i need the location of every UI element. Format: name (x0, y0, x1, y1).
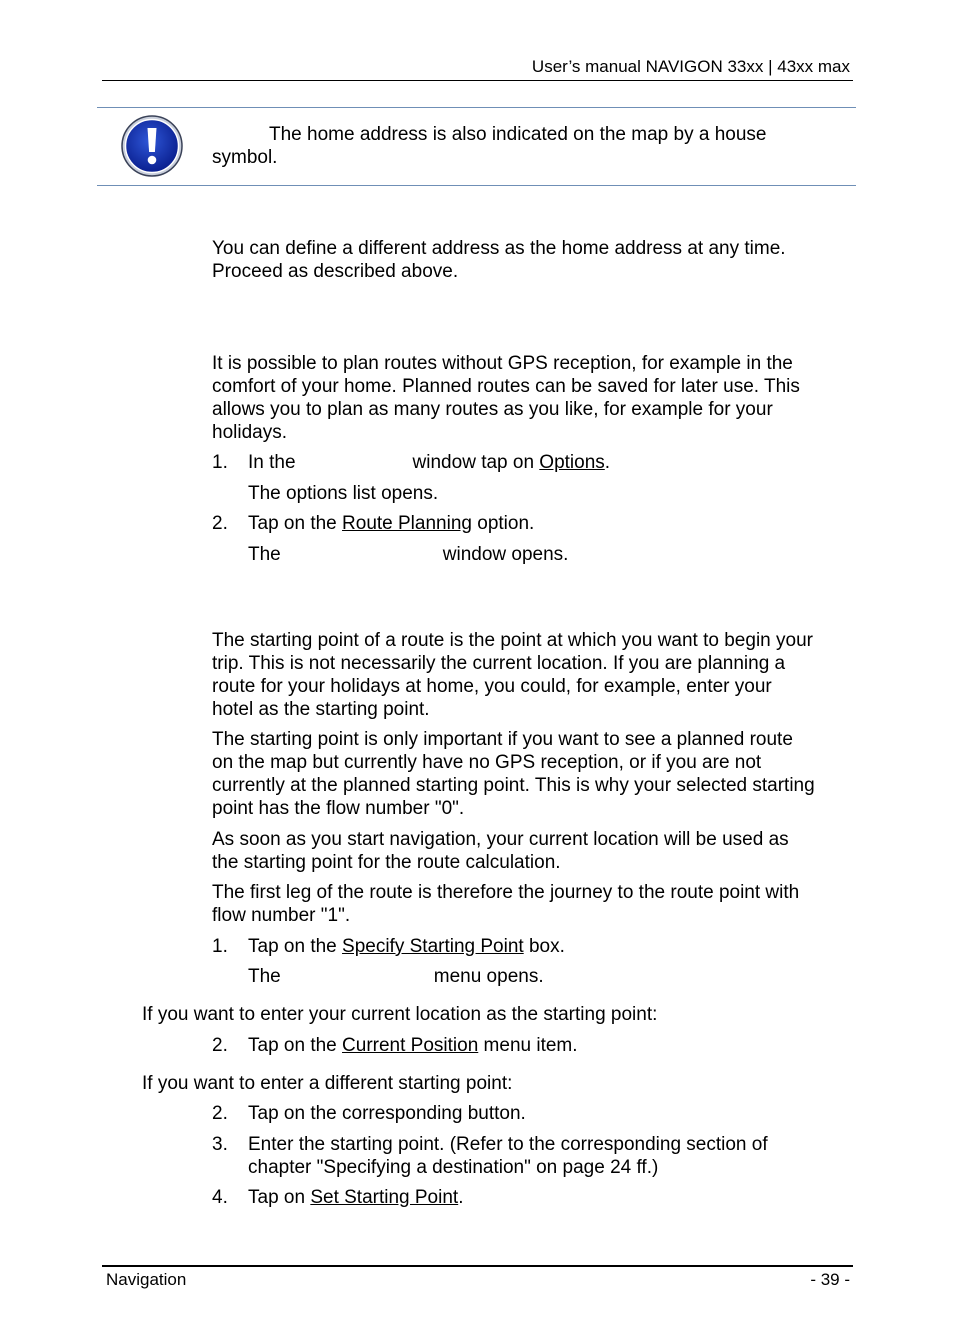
running-header: User’s manual NAVIGON 33xx | 43xx max (531, 57, 850, 76)
step-number: 2. (212, 1103, 228, 1124)
starting-point-paragraph-4: The first leg of the route is therefore the journey to the route point with flow number "1". (212, 882, 800, 926)
starting-point-paragraph-2: The starting point is only important if you want to see a planned route on the map but currently have no GPS reception, or if you are not currently at the planned starting point. This is why your selected starting point has the flow number "0". (212, 729, 815, 819)
starting-step-1: Tap on the Specify Starting Point box. (248, 936, 565, 957)
different-step-3: Enter the starting point. (Refer to the corresponding section of chapter "Specifying a destination" on page 24 ff.) (248, 1134, 768, 1178)
step-number: 3. (212, 1134, 228, 1155)
planning-step-1-result: The options list opens. (248, 483, 439, 504)
step-number: 1. (212, 452, 228, 473)
step-number: 4. (212, 1187, 228, 1208)
current-position-link[interactable]: Current Position (342, 1035, 479, 1056)
planning-step-2-result: The window opens. (248, 544, 569, 565)
different-step-2: Tap on the corresponding button. (248, 1103, 526, 1124)
note-top-rule (97, 107, 856, 108)
page-number: - 39 - (810, 1270, 850, 1289)
different-step-4: Tap on Set Starting Point. (248, 1187, 464, 1208)
current-step-2: Tap on the Current Position menu item. (248, 1035, 578, 1056)
specify-starting-point-link[interactable]: Specify Starting Point (342, 936, 524, 957)
footer-rule (102, 1265, 853, 1267)
route-planning-link[interactable]: Route Planning (342, 513, 472, 534)
step-number: 2. (212, 513, 228, 534)
home-address-paragraph: You can define a different address as the home address at any time. Proceed as described above. (212, 238, 786, 282)
different-start-intro: If you want to enter a different starting point: (142, 1073, 513, 1094)
note-text: The home address is also indicated on the map by a house symbol. (212, 124, 767, 168)
starting-step-1-result: The menu opens. (248, 966, 544, 987)
starting-point-paragraph-1: The starting point of a route is the point at which you want to begin your trip. This is not necessarily the current location. If you are planning a route for your holidays at home, you could, for example, enter your hotel as the starting point. (212, 630, 813, 720)
options-link[interactable]: Options (539, 452, 605, 473)
exclamation-icon (120, 114, 184, 178)
set-starting-point-link[interactable]: Set Starting Point (310, 1187, 459, 1208)
current-location-intro: If you want to enter your current location as the starting point: (142, 1004, 658, 1025)
planning-step-2: Tap on the Route Planning option. (248, 513, 535, 534)
footer-section: Navigation (106, 1270, 187, 1289)
note-bottom-rule (97, 185, 856, 186)
planning-step-1: In the window tap on Options. (248, 452, 611, 473)
step-number: 1. (212, 936, 228, 957)
header-rule (102, 80, 853, 81)
planning-intro-paragraph: It is possible to plan routes without GPS reception, for example in the comfort of your home. Planned routes can be saved for later use. This allows you to plan as many routes as you like, for example for your holidays. (212, 353, 800, 443)
starting-point-paragraph-3: As soon as you start navigation, your current location will be used as the starting point for the route calculation. (212, 829, 789, 873)
step-number: 2. (212, 1035, 228, 1056)
